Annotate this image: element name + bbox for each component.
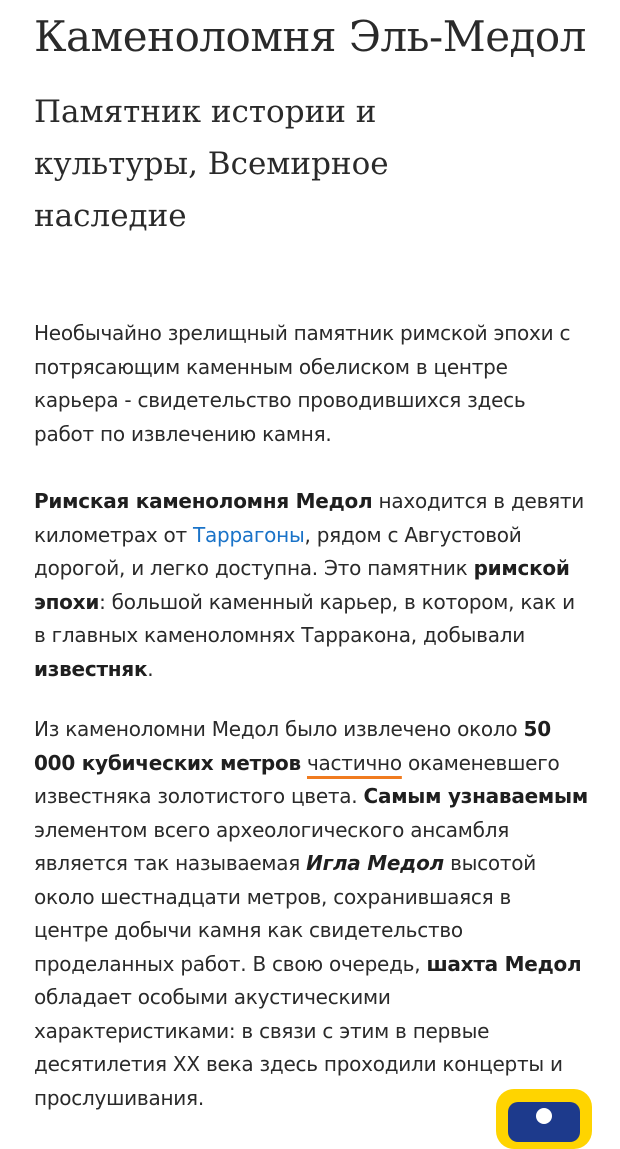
bold-text: Самым узнаваемым <box>363 784 588 808</box>
paragraph-text: обладает особыми акустическими характеристиками: в связи с этим в первые десятилетия XX века здесь проходили концерты и прослушивания. <box>34 985 563 1110</box>
paragraph-text: элементом всего археологического ансамбля является так называемая <box>34 817 510 875</box>
bold-text: известняк <box>34 656 148 681</box>
bold-text: римской эпохи <box>34 556 570 614</box>
location-paragraph <box>34 485 590 686</box>
paragraph-text: высотой около шестнадцати метров, сохранившаяся в центре добычи камня как свидетельство проделанных работ. В свою очередь, <box>34 851 537 976</box>
paragraph-text: : большой каменный карьер, в котором, как и в главных каменоломнях Тарракона, добывали <box>34 589 575 647</box>
intro-paragraph: Необычайно зрелищный памятник римской эпохи с потрясающим каменным обелиском в центре карьера - свидетельство проводившихся здесь работ по извлечению камня. <box>34 321 571 446</box>
bold-text: 50 000 кубических метров <box>34 717 551 775</box>
page-title: Каменоломня Эль-Медол <box>34 12 586 61</box>
paragraph-text: . <box>147 656 154 681</box>
page-subtitle: Памятник истории и культуры, Всемирное наследие <box>34 94 389 234</box>
paragraph-text: , рядом с Августовой дорогой, и легко доступна. Это памятник <box>34 522 522 580</box>
article <box>34 0 590 1110</box>
assistant-button[interactable] <box>496 1089 592 1149</box>
bold-italic-text <box>306 851 444 875</box>
italic-text: Игла Медол <box>306 851 444 875</box>
bold-text: Римская каменоломня Медол <box>34 489 373 513</box>
tarragona-link[interactable]: Таррагоны <box>193 522 305 547</box>
history-paragraph <box>34 713 590 1115</box>
assistant-icon-dot <box>536 1108 552 1124</box>
paragraph-text: окаменевшего известняка золотистого цвета. <box>34 750 560 808</box>
paragraph-text: находится в девяти километрах от <box>34 489 585 547</box>
paragraph-text: Из каменоломни Медол было извлечено около <box>34 717 524 741</box>
highlighted-word[interactable]: частично <box>306 750 402 775</box>
bold-text: шахта Медол <box>426 951 582 976</box>
assistant-icon <box>508 1102 580 1142</box>
